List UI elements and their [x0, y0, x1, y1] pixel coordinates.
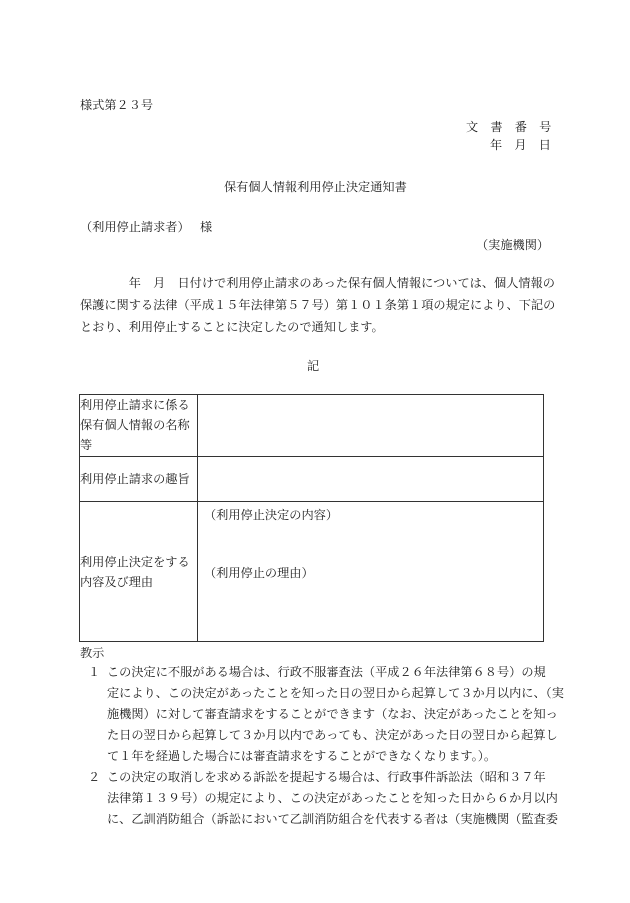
notice-body-line: 保護に関する法律（平成１５年法律第５７号）第１０１条第１項の規定により、下記の	[80, 298, 556, 312]
ki-heading: 記	[307, 359, 320, 373]
page-title: 保有個人情報利用停止決定通知書	[224, 180, 407, 194]
table-row	[80, 395, 544, 457]
label-record-name: 利用停止請求に係る 保有個人情報の名称 等	[80, 395, 198, 457]
decision-table	[79, 394, 544, 642]
notice-body	[80, 272, 556, 338]
label-decision-content-reason: 利用停止決定をする 内容及び理由	[80, 502, 198, 642]
item-number: ２	[88, 770, 101, 784]
notice-body-line: とおり、利用停止することに決定したので通知します。	[80, 320, 384, 334]
list-item: １ この決定に不服がある場合は、行政不服審査法（平成２６年法律第６８号）の規 定により、この決定があったことを知った日の翌日から起算して３か月以内に、（実 施機関）に対して審査請求をすることができます（なお、決定があったことを知っ た日の翌日から起算して３か月以内であっても、決定があった日の翌日から起算し て１年を経過した場合には審査請求をすることができなくなります。）。	[88, 662, 552, 767]
kyouji-list	[88, 662, 564, 830]
table-row	[80, 502, 544, 642]
list-item: ２ この決定の取消しを求める訴訟を提起する場合は、行政事件訴訟法（昭和３７年 法律第１３９号）の規定により、この決定があったことを知った日から６か月以内 に、乙訓消防組合（訴訟において乙訓消防組合を代表する者は（実施機関（監査委	[88, 767, 552, 830]
item-number: １	[88, 665, 101, 679]
kyouji-heading: 教示	[80, 646, 105, 660]
requester-label: （利用停止請求者）	[80, 220, 190, 234]
notice-body-line: 年 月 日付けで利用停止請求のあった保有個人情報については、個人情報の	[80, 276, 555, 290]
honorific-sama: 様	[200, 220, 213, 234]
document-date: 年 月 日	[490, 138, 551, 152]
document-number: 文 書 番 号	[466, 120, 552, 134]
form-number: 様式第２３号	[80, 98, 154, 112]
issuer-agency: （実施機関）	[476, 238, 550, 252]
value-record-name	[198, 395, 544, 457]
table-row	[80, 457, 544, 502]
value-request-purpose	[198, 457, 544, 502]
decision-content-heading: （利用停止決定の内容）	[204, 508, 339, 522]
value-decision-content-reason	[198, 502, 544, 642]
decision-reason-heading: （利用停止の理由）	[204, 566, 314, 580]
label-request-purpose: 利用停止請求の趣旨	[80, 457, 198, 502]
